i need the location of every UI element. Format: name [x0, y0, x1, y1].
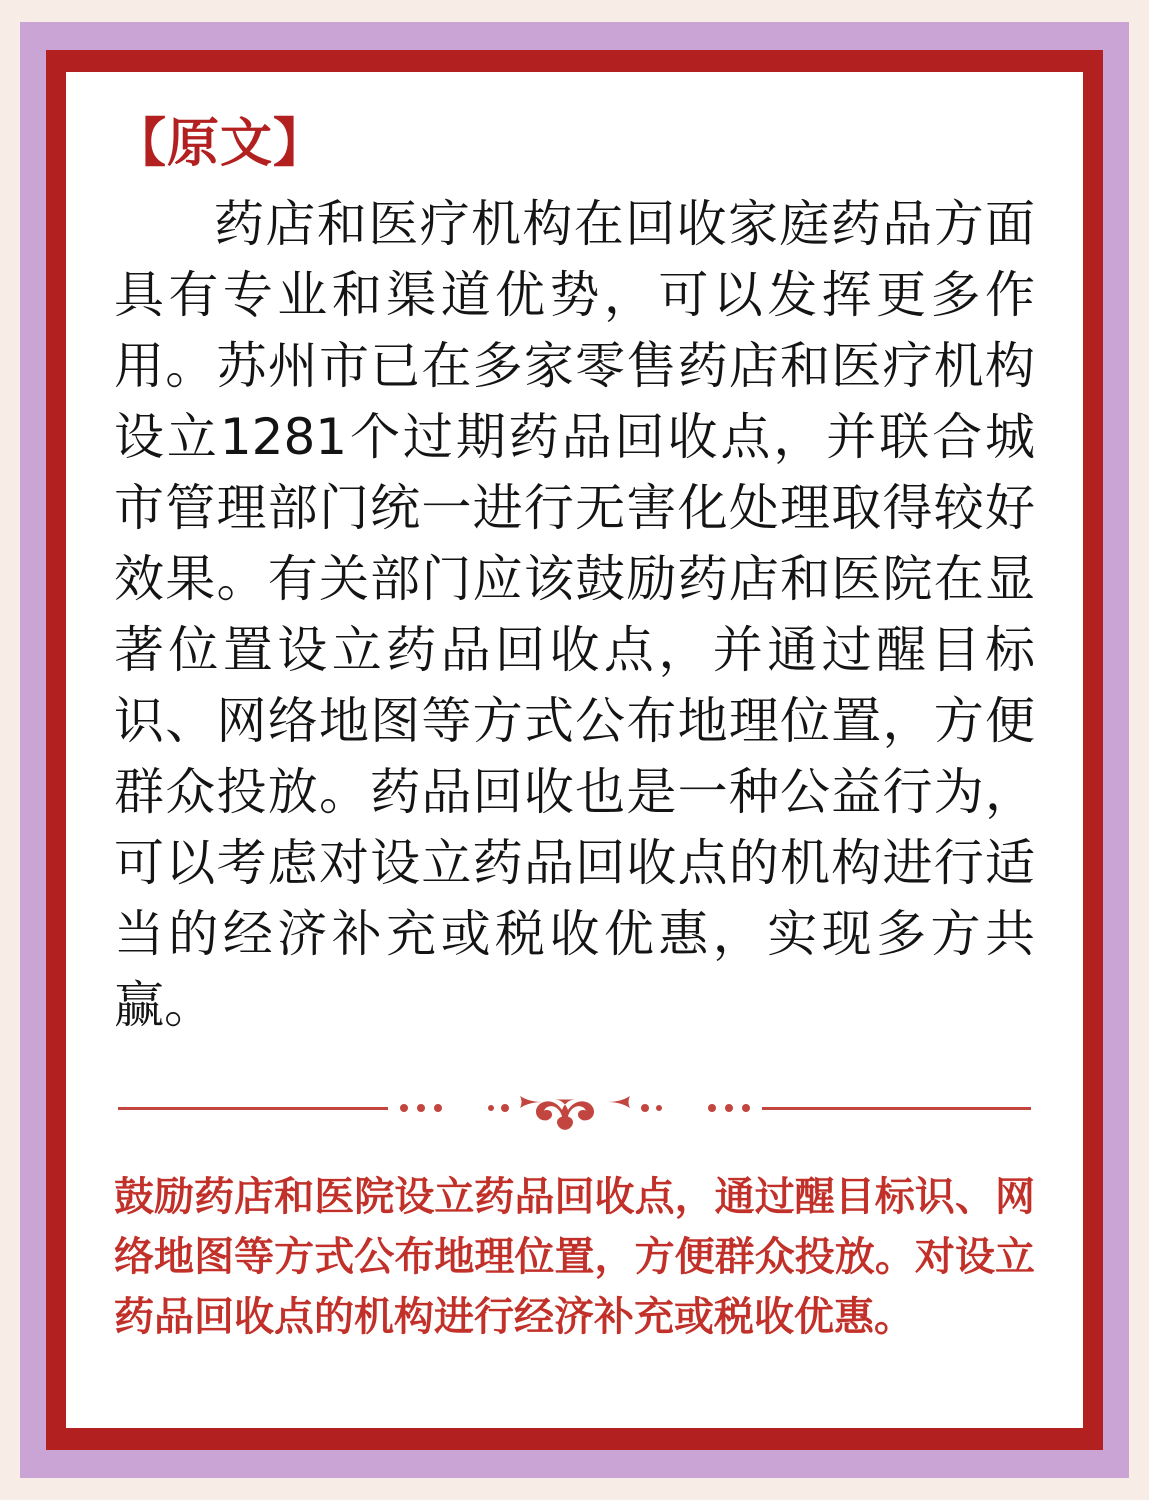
inner-border-frame: [46, 50, 1103, 1450]
divider-line-right: [762, 1107, 1032, 1110]
page-title: 【原文】: [114, 114, 327, 174]
outer-border-frame: [20, 22, 1129, 1478]
flourish-ornament-icon: [454, 1081, 696, 1135]
divider-dots-left: [388, 1104, 454, 1112]
decorative-divider: [118, 1079, 1031, 1137]
summary-text: 鼓励药店和医院设立药品回收点，通过醒目标识、网络地图等方式公布地理位置，方便群众投放。对设立药品回收点的机构进行经济补充或税收优惠。: [114, 1174, 1035, 1341]
content-card: [66, 72, 1083, 1428]
divider-line-left: [118, 1107, 388, 1110]
divider-dots-right: [696, 1104, 762, 1112]
article-body-text: 药店和医疗机构在回收家庭药品方面具有专业和渠道优势，可以发挥更多作用。苏州市已在多家零售药店和医疗机构设立1281个过期药品回收点，并联合城市管理部门统一进行无害化处理取得较好效果。有关部门应该鼓励药店和医院在显著位置设立药品回收点，并通过醒目标识、网络地图等方式公布地理位置，方便群众投放。药品回收也是一种公益行为，可以考虑对设立药品回收点的机构进行适当的经济补充或税收优惠，实现多方共赢。: [114, 195, 1035, 1035]
